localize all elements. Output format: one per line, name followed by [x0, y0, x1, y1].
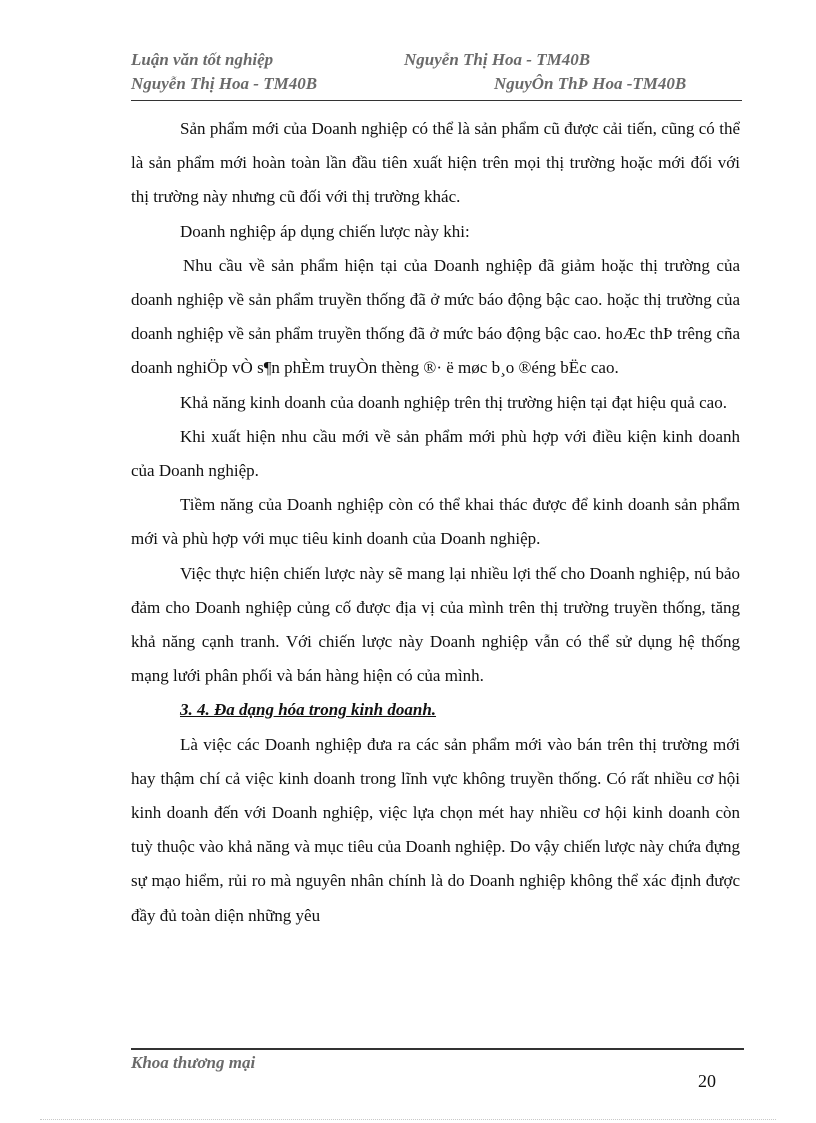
section-heading [131, 693, 740, 727]
footer-label: Khoa thương mại [131, 1053, 256, 1072]
paragraph: Nhu cầu về sản phẩm hiện tại của Doanh nghiệp đã giảm hoặc thị trường của doanh nghiệp về sản phẩm truyền thống đã ở mức báo động bậc cao. hoặc thị trường của doanh nghiệp về sản phẩm truyền thống đã ở mức báo động bậc cao. hoÆc thÞ trêng cña doanh nghiÖp vÒ s¶n phÈm truyÒn thèng ®· ë møc b¸o ®éng bËc cao. [131, 255, 740, 378]
paragraph: Là việc các Doanh nghiệp đưa ra các sản phẩm mới vào bán trên thị trường mới hay thậm chí cả việc kinh doanh trong lĩnh vực không truyền thống. Có rất nhiều cơ hội kinh doanh đến với Doanh nghiệp, việc lựa chọn mét hay nhiều cơ hội kinh doanh còn tuỳ thuộc vào khả năng và mục tiêu của Doanh nghiệp. Do vậy chiến lược này chứa đựng sự mạo hiểm, rủi ro mà nguyên nhân chính là do Doanh nghiệp không thể xác định được đầy đủ toàn diện những yêu [131, 734, 740, 925]
section-heading-text: 3. 4. Đa dạng hóa trong kinh doanh. [180, 700, 437, 720]
paragraph: Tiềm năng của Doanh nghiệp còn có thể khai thác được để kinh doanh sản phẩm mới và phù hợp với mục tiêu kinh doanh của Doanh nghiệp. [131, 495, 740, 549]
document-body [131, 112, 740, 933]
header-left-2: Nguyễn Thị Hoa - TM40B [131, 74, 318, 93]
paragraph: Sản phẩm mới của Doanh nghiệp có thể là sản phẩm cũ được cải tiến, cũng có thể là sản phẩm mới hoàn toàn lần đầu tiên xuất hiện trên mọi thị trường hoặc mới đối với thị trường này nhưng cũ đối với thị trường khác. [131, 119, 740, 207]
paragraph: Doanh nghiệp áp dụng chiến lược này khi: [180, 221, 470, 241]
header-divider [131, 100, 742, 101]
paragraph: Việc thực hiện chiến lược này sẽ mang lại nhiều lợi thế cho Doanh nghiệp, nú bảo đảm cho Doanh nghiệp củng cố được địa vị của mình trên thị trường truyền thống, tăng khả năng cạnh tranh. Với chiến lược này Doanh nghiệp vẫn có thể sử dụng hệ thống mạng lưới phân phối và bán hàng hiện có của mình. [131, 563, 740, 686]
footer-divider [131, 1048, 744, 1050]
header-right-2: NguyÔn ThÞ Hoa -TM40B [494, 74, 687, 93]
page-edge-dots [40, 1119, 776, 1120]
header-right-1: Nguyễn Thị Hoa - TM40B [404, 50, 591, 69]
paragraph: Khi xuất hiện nhu cầu mới về sản phẩm mới phù hợp với điều kiện kinh doanh của Doanh nghiệp. [131, 426, 740, 481]
page-number: 20 [698, 1071, 716, 1091]
paragraph: Khả năng kinh doanh của doanh nghiệp trên thị trường hiện tại đạt hiệu quả cao. [180, 392, 727, 412]
header-left-1: Luận văn tốt nghiệp [131, 50, 274, 69]
